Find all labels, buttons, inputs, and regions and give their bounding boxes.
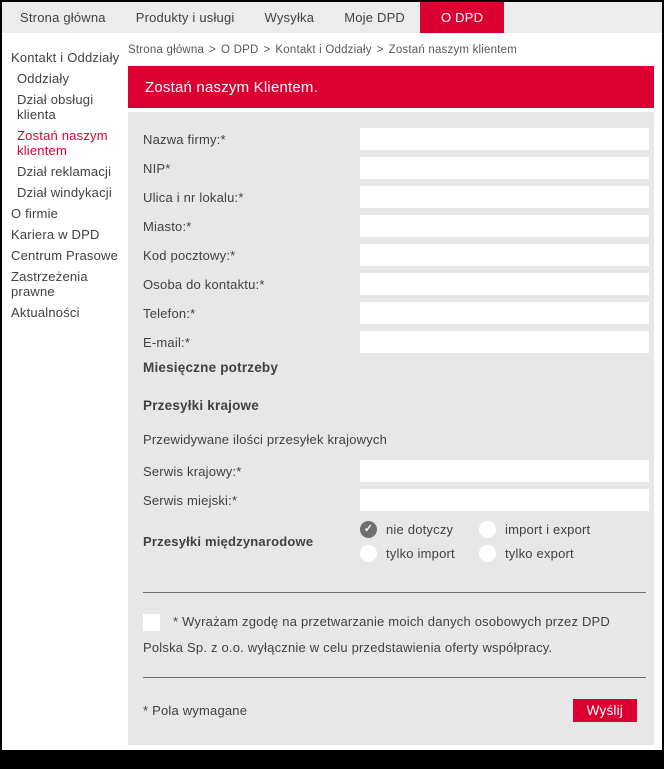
form-row-nazwa-firmy (143, 128, 649, 150)
field-label: Serwis miejski:* (143, 492, 238, 508)
top-navigation (2, 2, 662, 33)
breadcrumb-link-strona-glowna[interactable]: Strona główna (128, 43, 205, 56)
sidebar-item-oddzialy[interactable]: Oddziały (17, 71, 70, 86)
contact-person-field[interactable] (360, 273, 649, 295)
email-field[interactable] (360, 331, 649, 353)
consent-checkbox[interactable] (143, 614, 160, 631)
breadcrumb-separator: > (263, 43, 271, 56)
city-service-field[interactable] (360, 489, 649, 511)
radio-option-tylko-import[interactable] (360, 545, 479, 562)
sidebar-item-dzial-obslugi-klienta[interactable]: Dział obsługi klienta (17, 92, 94, 122)
sidebar (2, 33, 128, 750)
page-title-banner (128, 66, 654, 108)
radio-option-nie-dotyczy[interactable] (360, 521, 479, 538)
sidebar-item-kariera-w-dpd[interactable]: Kariera w DPD (11, 227, 100, 242)
radio-label[interactable]: import i export (505, 522, 591, 537)
city-field[interactable] (360, 215, 649, 237)
field-label: Nazwa firmy:* (143, 131, 226, 147)
form-row-osoba-do-kontaktu (143, 273, 649, 295)
postal-code-field[interactable] (360, 244, 649, 266)
footer-bar (2, 750, 662, 767)
breadcrumb-link-o-dpd[interactable]: O DPD (221, 43, 259, 56)
field-label: Ulica i nr lokalu:* (143, 189, 244, 205)
divider (143, 677, 646, 678)
submit-button[interactable]: Wyślij (573, 699, 637, 722)
domestic-service-field[interactable] (360, 460, 649, 482)
sidebar-item-o-firmie[interactable]: O firmie (11, 206, 59, 221)
body-row (2, 33, 662, 750)
required-fields-note: * Pola wymagane (143, 703, 248, 718)
company-name-field[interactable] (360, 128, 649, 150)
radio-unselected-icon[interactable] (479, 521, 496, 538)
nav-item-produkty-i-uslugi[interactable]: Produkty i usługi (135, 10, 235, 25)
nav-item-moje-dpd[interactable]: Moje DPD (344, 10, 406, 25)
street-field[interactable] (360, 186, 649, 208)
radio-option-tylko-export[interactable] (479, 545, 649, 562)
domestic-parcels-heading: Przesyłki krajowe (143, 398, 259, 413)
consent-text: * Wyrażam zgodę na przetwarzanie moich danych osobowych przez DPD Polska Sp. z o.o. wyłącznie w celu przedstawienia oferty współpracy. (143, 614, 611, 655)
page-title: Zostań naszym Klientem. (145, 78, 318, 96)
sidebar-item-aktualnosci[interactable]: Aktualności (11, 305, 80, 320)
form-row-nip (143, 157, 649, 179)
radio-label[interactable]: nie dotyczy (386, 522, 454, 537)
field-label: Serwis krajowy:* (143, 463, 242, 479)
sidebar-item-dzial-windykacji[interactable]: Dział windykacji (17, 185, 112, 200)
nav-item-wysylka[interactable]: Wysyłka (264, 10, 315, 25)
field-label: NIP* (143, 160, 171, 176)
field-label: Kod pocztowy:* (143, 247, 236, 263)
field-label: Osoba do kontaktu:* (143, 276, 265, 292)
monthly-needs-heading: Miesięczne potrzeby (143, 360, 279, 375)
form-footer-row (143, 699, 649, 722)
nav-item-strona-glowna[interactable]: Strona główna (20, 10, 106, 25)
radio-unselected-icon[interactable] (479, 545, 496, 562)
check-icon: ✓ (363, 523, 374, 535)
breadcrumb-separator: > (376, 43, 384, 56)
form-row-telefon (143, 302, 649, 324)
sidebar-item-zostan-naszym-klientem[interactable]: Zostań naszym klientem (17, 128, 108, 158)
form-panel (128, 112, 654, 745)
nav-item-o-dpd[interactable]: O DPD (420, 2, 504, 33)
field-label: Miasto:* (143, 218, 192, 234)
form-row-serwis-krajowy (143, 460, 649, 482)
consent-row (143, 609, 649, 661)
form-row-miasto (143, 215, 649, 237)
sidebar-item-centrum-prasowe[interactable]: Centrum Prasowe (11, 248, 119, 263)
main-content (128, 33, 654, 745)
radio-label[interactable]: tylko export (505, 546, 574, 561)
breadcrumb-separator: > (209, 43, 217, 56)
field-label: Telefon:* (143, 305, 196, 321)
divider (143, 592, 646, 593)
international-parcels-row (143, 521, 649, 562)
international-parcels-label: Przesyłki międzynarodowe (143, 534, 314, 549)
sidebar-item-zastrzezenia-prawne[interactable]: Zastrzeżenia prawne (11, 269, 88, 299)
sidebar-item-dzial-reklamacji[interactable]: Dział reklamacji (17, 164, 112, 179)
breadcrumb-current-page: Zostań naszym klientem (388, 43, 517, 56)
international-radio-group (360, 521, 649, 562)
form-row-kod-pocztowy (143, 244, 649, 266)
breadcrumb (128, 33, 654, 66)
form-row-ulica (143, 186, 649, 208)
form-row-serwis-miejski (143, 489, 649, 511)
field-label: E-mail:* (143, 334, 191, 350)
domestic-parcels-note: Przewidywane ilości przesyłek krajowych (143, 432, 388, 447)
radio-option-import-i-export[interactable] (479, 521, 649, 538)
phone-field[interactable] (360, 302, 649, 324)
sidebar-item-kontakt-i-oddzialy[interactable]: Kontakt i Oddziały (11, 50, 120, 65)
form-row-email (143, 331, 649, 353)
nip-field[interactable] (360, 157, 649, 179)
radio-label[interactable]: tylko import (386, 546, 455, 561)
radio-unselected-icon[interactable] (360, 545, 377, 562)
radio-selected-icon[interactable] (360, 521, 377, 538)
breadcrumb-link-kontakt-i-oddzialy[interactable]: Kontakt i Oddziały (275, 43, 372, 56)
